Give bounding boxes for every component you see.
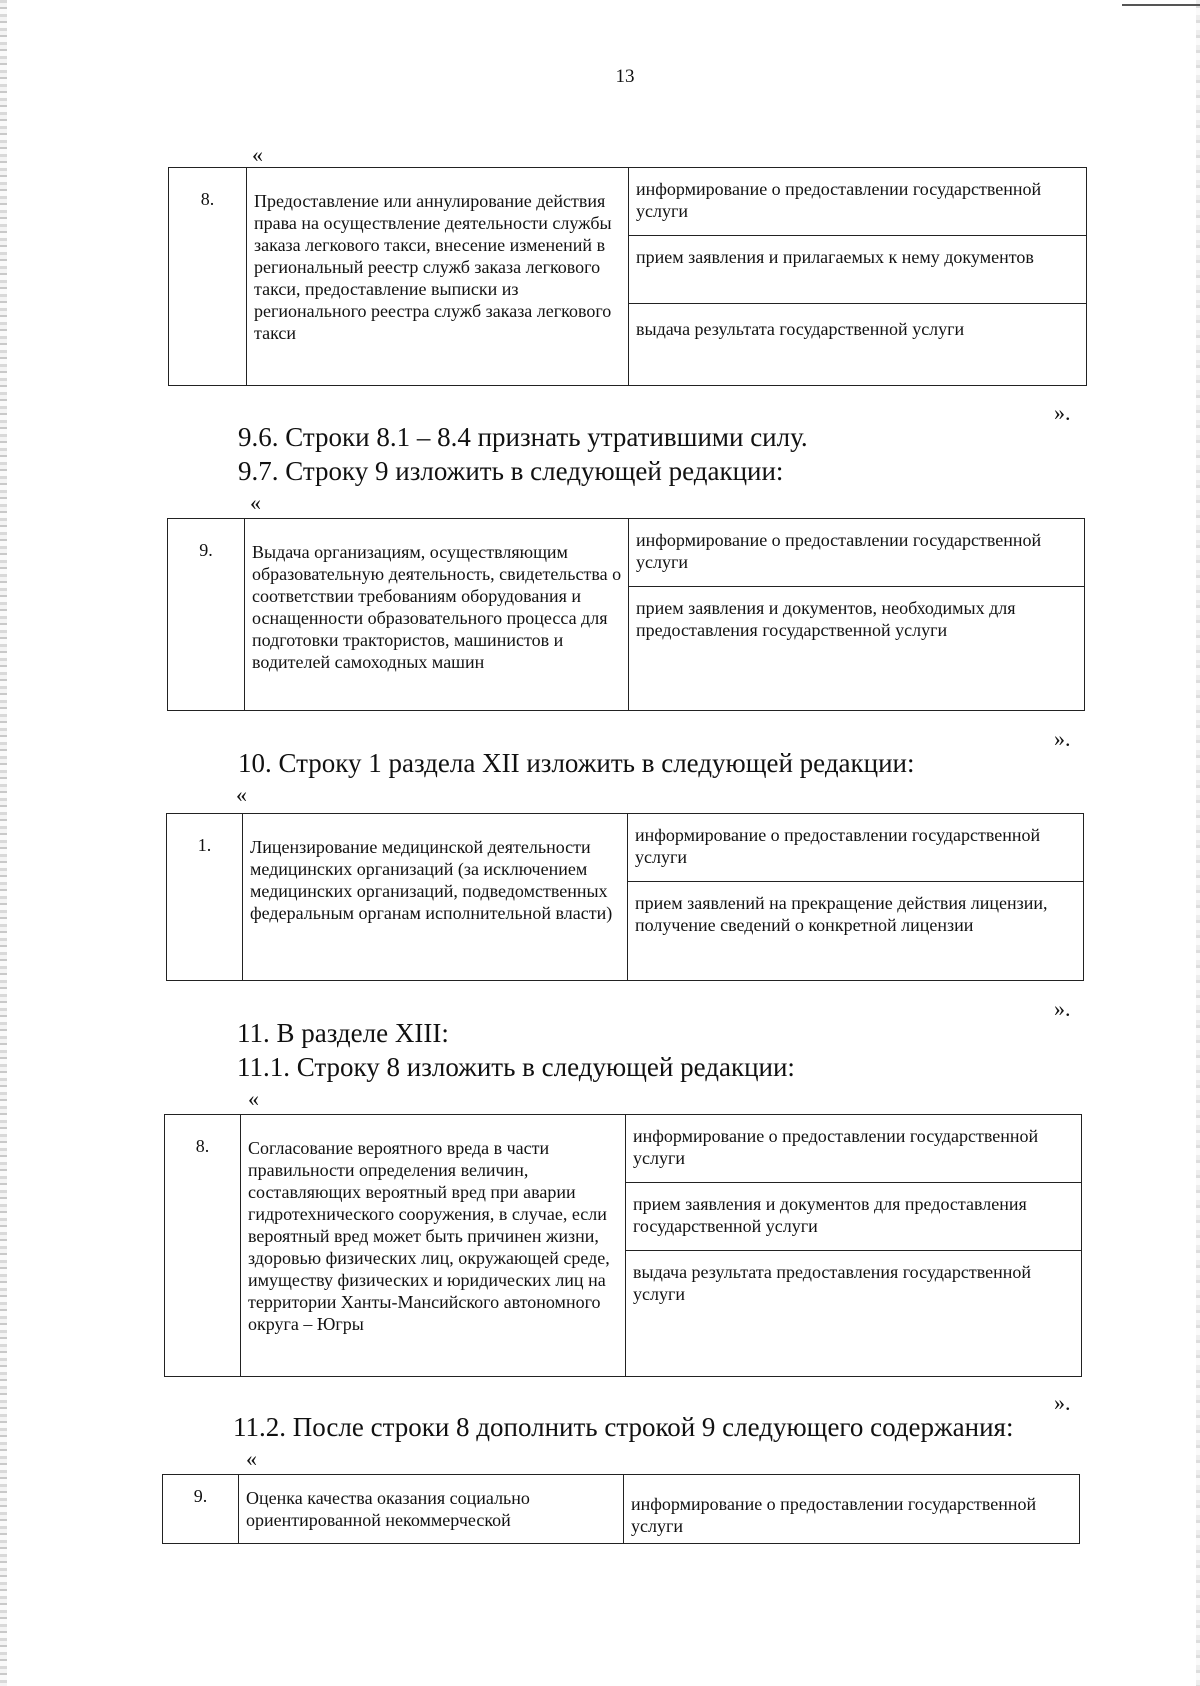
service-table xyxy=(166,813,1084,981)
scan-corner-line xyxy=(1122,4,1200,6)
service-step: прием заявлений на прекращение действия лицензии, получение сведений о конкретной лицензии xyxy=(628,882,1084,981)
heading-11-1: 11.1. Строку 8 изложить в следующей редакции: xyxy=(237,1052,795,1082)
service-step: информирование о предоставлении государственной услуги xyxy=(629,168,1087,236)
open-quote: « xyxy=(252,142,263,167)
service-step: информирование о предоставлении государственной услуги xyxy=(626,1115,1082,1183)
open-quote: « xyxy=(246,1446,257,1471)
open-quote: « xyxy=(250,490,261,515)
service-step: выдача результата предоставления государственной услуги xyxy=(626,1251,1082,1377)
service-table xyxy=(168,167,1087,386)
scan-edge-left xyxy=(0,0,7,1686)
heading-11: 11. В разделе XIII: xyxy=(237,1018,449,1048)
service-step: выдача результата государственной услуги xyxy=(629,304,1087,386)
row-number: 9. xyxy=(168,519,245,711)
service-description: Лицензирование медицинской деятельности медицинских организаций (за исключением медицинских организаций, подведомственных федеральным органам исполнительной власти) xyxy=(243,814,628,981)
service-table xyxy=(164,1114,1082,1377)
close-quote: ». xyxy=(1054,1390,1071,1415)
row-number: 8. xyxy=(165,1115,241,1377)
service-description: Предоставление или аннулирование действия права на осуществление деятельности службы заказа легкового такси, внесение изменений в региональный реестр служб заказа легкового такси, предоставление выписки из регионального реестра служб заказа легкового такси xyxy=(247,168,629,386)
service-step: информирование о предоставлении государственной услуги xyxy=(629,519,1085,587)
service-step: информирование о предоставлении государственной услуги xyxy=(624,1475,1080,1544)
heading-10: 10. Строку 1 раздела XII изложить в следующей редакции: xyxy=(238,748,915,778)
service-step: прием заявления и прилагаемых к нему документов xyxy=(629,236,1087,304)
service-step: прием заявления и документов, необходимых для предоставления государственной услуги xyxy=(629,587,1085,711)
heading-11-2: 11.2. После строки 8 дополнить строкой 9 следующего содержания: xyxy=(233,1412,1014,1442)
open-quote: « xyxy=(248,1086,259,1111)
heading-9-6: 9.6. Строки 8.1 – 8.4 признать утратившими силу. xyxy=(238,422,808,452)
service-step: информирование о предоставлении государственной услуги xyxy=(628,814,1084,882)
open-quote: « xyxy=(236,782,247,807)
close-quote: ». xyxy=(1054,726,1071,751)
service-step: прием заявления и документов для предоставления государственной услуги xyxy=(626,1183,1082,1251)
service-description: Оценка качества оказания социально ориентированной некоммерческой xyxy=(239,1475,624,1544)
row-number: 9. xyxy=(163,1475,239,1544)
scan-edge-right xyxy=(1196,0,1200,1686)
service-description: Выдача организациям, осуществляющим образовательную деятельность, свидетельства о соответствии требованиям оборудования и оснащенности образовательного процесса для подготовки трактористов, машинистов и водителей самоходных машин xyxy=(245,519,629,711)
close-quote: ». xyxy=(1054,996,1071,1021)
service-table xyxy=(167,518,1085,711)
heading-9-7: 9.7. Строку 9 изложить в следующей редакции: xyxy=(238,456,784,486)
page-number: 13 xyxy=(615,66,635,87)
row-number: 1. xyxy=(167,814,243,981)
service-description: Согласование вероятного вреда в части правильности определения величин, составляющих вероятный вред при аварии гидротехнического сооружения, в случае, если вероятный вред может быть причинен жизни, здоровью физических лиц, окружающей среде, имуществу физических и юридических лиц на территории Ханты-Мансийского автономного округа – Югры xyxy=(241,1115,626,1377)
row-number: 8. xyxy=(169,168,247,386)
service-table xyxy=(162,1474,1080,1544)
close-quote: ». xyxy=(1054,400,1071,425)
